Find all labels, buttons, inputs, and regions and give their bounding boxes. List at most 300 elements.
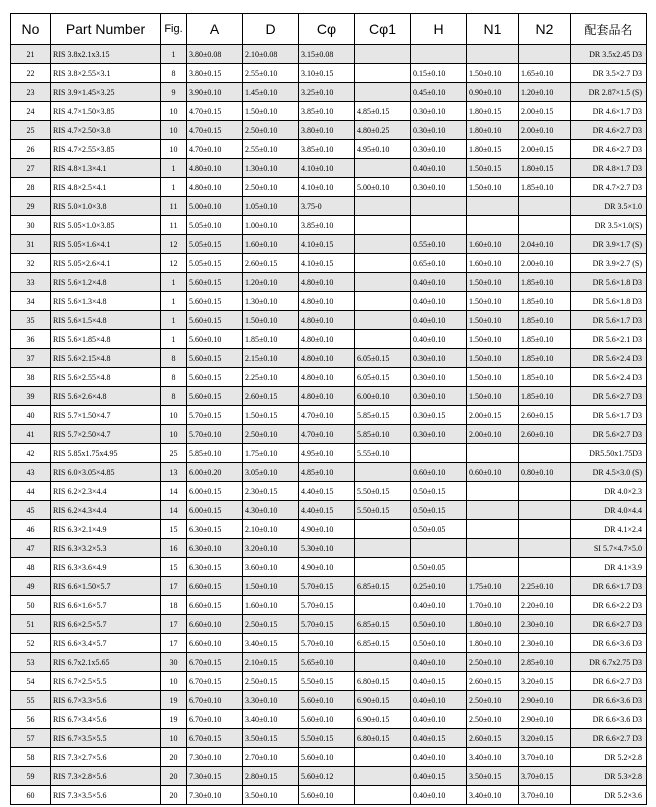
cell-part-number: RIS 6.6×2.5×5.7 (51, 615, 161, 634)
cell-matching-part: DR 5.6×1.8 D3 (571, 273, 647, 292)
cell-part-number: RIS 4.8×2.5×4.1 (51, 178, 161, 197)
cell-d: 2.15±0.10 (243, 349, 299, 368)
cell-c-phi: 3.85±0.10 (299, 140, 355, 159)
cell-c-phi: 5.70±0.15 (299, 615, 355, 634)
cell-n1: 1.50±0.15 (467, 159, 519, 178)
header-a: A (187, 14, 243, 45)
cell-no: 34 (11, 292, 51, 311)
cell-c-phi: 3.85±0.10 (299, 216, 355, 235)
cell-fig: 19 (161, 691, 187, 710)
cell-d: 1.60±0.10 (243, 596, 299, 615)
cell-part-number: RIS 4.7×2.50×3.8 (51, 121, 161, 140)
cell-a: 3.90±0.10 (187, 83, 243, 102)
cell-c-phi1: 6.00±0.10 (355, 387, 411, 406)
cell-n2: 1.20±0.10 (519, 83, 571, 102)
cell-matching-part: DR 6.6×2.2 D3 (571, 596, 647, 615)
table-row (11, 102, 647, 121)
cell-n1: 1.50±0.10 (467, 349, 519, 368)
cell-matching-part: DR 5.6×1.7 D3 (571, 311, 647, 330)
cell-c-phi: 3.25±0.10 (299, 83, 355, 102)
cell-part-number: RIS 6.2×2.3×4.4 (51, 482, 161, 501)
cell-h: 0.45±0.10 (411, 83, 467, 102)
cell-n2 (519, 482, 571, 501)
table-row (11, 121, 647, 140)
cell-d: 2.30±0.15 (243, 482, 299, 501)
cell-no: 60 (11, 786, 51, 805)
cell-part-number: RIS 6.2×4.3×4.4 (51, 501, 161, 520)
cell-a: 6.70±0.15 (187, 729, 243, 748)
cell-c-phi: 5.30±0.10 (299, 539, 355, 558)
cell-fig: 18 (161, 596, 187, 615)
cell-n1: 1.70±0.10 (467, 596, 519, 615)
cell-a: 4.70±0.15 (187, 121, 243, 140)
cell-c-phi1: 6.90±0.15 (355, 710, 411, 729)
cell-part-number: RIS 4.8×1.3×4.1 (51, 159, 161, 178)
cell-n1 (467, 558, 519, 577)
cell-d: 2.50±0.10 (243, 178, 299, 197)
cell-fig: 30 (161, 653, 187, 672)
cell-h: 0.15±0.10 (411, 64, 467, 83)
cell-n1 (467, 197, 519, 216)
cell-n2: 2.00±0.10 (519, 254, 571, 273)
cell-n1: 1.50±0.10 (467, 330, 519, 349)
cell-h: 0.40±0.10 (411, 691, 467, 710)
cell-no: 59 (11, 767, 51, 786)
cell-c-phi1 (355, 64, 411, 83)
cell-part-number: RIS 5.7×2.50×4.7 (51, 425, 161, 444)
table-row (11, 729, 647, 748)
cell-c-phi: 5.70±0.15 (299, 577, 355, 596)
cell-c-phi: 4.80±0.10 (299, 349, 355, 368)
cell-fig: 15 (161, 558, 187, 577)
cell-matching-part: DR 5.6×2.1 D3 (571, 330, 647, 349)
table-row (11, 596, 647, 615)
cell-c-phi: 3.15±0.08 (299, 45, 355, 64)
cell-n1 (467, 482, 519, 501)
cell-d: 3.40±0.10 (243, 710, 299, 729)
cell-part-number: RIS 3.9×1.45×3.25 (51, 83, 161, 102)
cell-c-phi1 (355, 273, 411, 292)
cell-c-phi1: 6.05±0.15 (355, 349, 411, 368)
table-row (11, 520, 647, 539)
cell-part-number: RIS 5.6×2.6×4.8 (51, 387, 161, 406)
cell-d: 1.20±0.10 (243, 273, 299, 292)
cell-n1: 1.80±0.10 (467, 634, 519, 653)
cell-d: 2.10±0.15 (243, 653, 299, 672)
table-row (11, 273, 647, 292)
cell-n2 (519, 197, 571, 216)
cell-part-number: RIS 5.6×1.3×4.8 (51, 292, 161, 311)
table-row (11, 311, 647, 330)
cell-matching-part: DR 6.6×2.7 D3 (571, 672, 647, 691)
cell-fig: 17 (161, 634, 187, 653)
cell-a: 6.00±0.20 (187, 463, 243, 482)
cell-c-phi1: 4.95±0.10 (355, 140, 411, 159)
cell-a: 4.80±0.10 (187, 178, 243, 197)
cell-h: 0.30±0.10 (411, 349, 467, 368)
cell-part-number: RIS 5.85x1.75x4.95 (51, 444, 161, 463)
cell-n1: 0.60±0.10 (467, 463, 519, 482)
cell-n1: 3.40±0.10 (467, 786, 519, 805)
header-part-number: Part Number (51, 14, 161, 45)
cell-d: 2.50±0.15 (243, 615, 299, 634)
cell-part-number: RIS 6.7×3.5×5.5 (51, 729, 161, 748)
table-row (11, 140, 647, 159)
cell-h: 0.40±0.15 (411, 767, 467, 786)
cell-d: 4.30±0.10 (243, 501, 299, 520)
cell-fig: 1 (161, 178, 187, 197)
cell-c-phi1 (355, 311, 411, 330)
cell-c-phi: 5.60±0.10 (299, 748, 355, 767)
cell-h: 0.40±0.10 (411, 292, 467, 311)
cell-a: 4.70±0.15 (187, 102, 243, 121)
cell-n2: 1.85±0.10 (519, 311, 571, 330)
cell-fig: 20 (161, 767, 187, 786)
cell-no: 27 (11, 159, 51, 178)
cell-n1: 1.75±0.10 (467, 577, 519, 596)
cell-part-number: RIS 6.7×3.4×5.6 (51, 710, 161, 729)
cell-n1: 1.80±0.15 (467, 102, 519, 121)
cell-n1 (467, 45, 519, 64)
cell-matching-part: DR 4.6×2.7 D3 (571, 121, 647, 140)
cell-h: 0.40±0.10 (411, 159, 467, 178)
cell-n2: 2.00±0.15 (519, 140, 571, 159)
cell-n2: 2.30±0.10 (519, 615, 571, 634)
cell-a: 5.60±0.15 (187, 273, 243, 292)
cell-c-phi: 4.90±0.10 (299, 558, 355, 577)
cell-n1: 1.60±0.10 (467, 254, 519, 273)
cell-n2: 2.00±0.10 (519, 121, 571, 140)
cell-matching-part: DR 3.9×2.7 (S) (571, 254, 647, 273)
cell-d: 3.50±0.10 (243, 786, 299, 805)
cell-matching-part: DR5.50x1.75D3 (571, 444, 647, 463)
cell-n2: 3.20±0.15 (519, 672, 571, 691)
cell-part-number: RIS 5.05×1.6×4.1 (51, 235, 161, 254)
cell-n2: 2.00±0.15 (519, 102, 571, 121)
cell-h: 0.40±0.10 (411, 596, 467, 615)
cell-no: 56 (11, 710, 51, 729)
cell-fig: 10 (161, 425, 187, 444)
cell-fig: 17 (161, 577, 187, 596)
cell-d: 1.30±0.10 (243, 292, 299, 311)
cell-no: 40 (11, 406, 51, 425)
cell-d: 3.05±0.10 (243, 463, 299, 482)
cell-no: 57 (11, 729, 51, 748)
table-row (11, 425, 647, 444)
cell-a: 7.30±0.10 (187, 786, 243, 805)
cell-a: 5.85±0.10 (187, 444, 243, 463)
cell-n2: 1.80±0.15 (519, 159, 571, 178)
cell-c-phi: 5.65±0.10 (299, 653, 355, 672)
cell-fig: 10 (161, 729, 187, 748)
cell-n2: 2.90±0.10 (519, 691, 571, 710)
cell-part-number: RIS 6.3×3.6×4.9 (51, 558, 161, 577)
cell-part-number: RIS 5.6×2.15×4.8 (51, 349, 161, 368)
cell-h: 0.30±0.10 (411, 387, 467, 406)
cell-h: 0.40±0.10 (411, 311, 467, 330)
cell-n2: 3.70±0.10 (519, 786, 571, 805)
cell-h: 0.30±0.10 (411, 425, 467, 444)
header-no: No (11, 14, 51, 45)
table-row (11, 539, 647, 558)
cell-d: 1.00±0.10 (243, 216, 299, 235)
cell-fig: 10 (161, 102, 187, 121)
cell-no: 47 (11, 539, 51, 558)
cell-d: 2.80±0.15 (243, 767, 299, 786)
cell-fig: 1 (161, 273, 187, 292)
cell-c-phi1: 5.85±0.10 (355, 425, 411, 444)
header-n1: N1 (467, 14, 519, 45)
cell-matching-part: DR 6.7x2.75 D3 (571, 653, 647, 672)
cell-part-number: RIS 6.7×3.3×5.6 (51, 691, 161, 710)
table-row (11, 767, 647, 786)
cell-fig: 8 (161, 349, 187, 368)
cell-fig: 1 (161, 311, 187, 330)
cell-matching-part: DR 5.6×1.8 D3 (571, 292, 647, 311)
cell-n1: 3.40±0.10 (467, 748, 519, 767)
table-row (11, 482, 647, 501)
table-row (11, 653, 647, 672)
cell-h: 0.40±0.10 (411, 330, 467, 349)
cell-c-phi1 (355, 292, 411, 311)
cell-c-phi1 (355, 159, 411, 178)
cell-n2: 1.85±0.10 (519, 292, 571, 311)
cell-c-phi: 4.80±0.10 (299, 368, 355, 387)
cell-c-phi: 4.80±0.10 (299, 311, 355, 330)
cell-n1: 1.50±0.10 (467, 178, 519, 197)
cell-part-number: RIS 6.3×3.2×5.3 (51, 539, 161, 558)
cell-a: 5.60±0.15 (187, 368, 243, 387)
cell-fig: 1 (161, 292, 187, 311)
cell-fig: 20 (161, 786, 187, 805)
cell-a: 5.00±0.10 (187, 197, 243, 216)
cell-n1: 1.50±0.10 (467, 64, 519, 83)
cell-n2: 1.85±0.10 (519, 387, 571, 406)
cell-a: 6.60±0.15 (187, 577, 243, 596)
cell-d: 2.50±0.15 (243, 672, 299, 691)
cell-matching-part: DR 3.5×2.7 D3 (571, 64, 647, 83)
cell-matching-part: DR 3.5×1.0 (571, 197, 647, 216)
part-spec-sheet (10, 13, 647, 805)
cell-n1: 2.60±0.15 (467, 672, 519, 691)
cell-no: 48 (11, 558, 51, 577)
cell-c-phi: 4.40±0.15 (299, 482, 355, 501)
cell-fig: 11 (161, 216, 187, 235)
cell-d: 2.50±0.10 (243, 121, 299, 140)
cell-h: 0.40±0.15 (411, 729, 467, 748)
cell-c-phi: 4.40±0.15 (299, 501, 355, 520)
table-row (11, 463, 647, 482)
cell-part-number: RIS 6.6×1.50×5.7 (51, 577, 161, 596)
cell-part-number: RIS 6.0×3.05×4.85 (51, 463, 161, 482)
cell-no: 46 (11, 520, 51, 539)
cell-d: 2.50±0.10 (243, 425, 299, 444)
cell-no: 44 (11, 482, 51, 501)
cell-n1: 2.00±0.10 (467, 425, 519, 444)
cell-n1: 1.50±0.10 (467, 387, 519, 406)
cell-a: 3.80±0.08 (187, 45, 243, 64)
cell-n2: 1.65±0.10 (519, 64, 571, 83)
cell-d: 1.85±0.10 (243, 330, 299, 349)
cell-matching-part: DR 4.0×2.3 (571, 482, 647, 501)
cell-c-phi1: 5.00±0.10 (355, 178, 411, 197)
cell-c-phi1: 6.05±0.15 (355, 368, 411, 387)
cell-c-phi: 4.10±0.10 (299, 178, 355, 197)
cell-part-number: RIS 6.7x2.1x5.65 (51, 653, 161, 672)
cell-fig: 20 (161, 748, 187, 767)
table-row (11, 368, 647, 387)
cell-fig: 13 (161, 463, 187, 482)
table-row (11, 691, 647, 710)
cell-c-phi1 (355, 83, 411, 102)
cell-fig: 8 (161, 387, 187, 406)
cell-no: 22 (11, 64, 51, 83)
cell-no: 50 (11, 596, 51, 615)
cell-matching-part: DR 6.6×3.6 D3 (571, 710, 647, 729)
cell-matching-part: DR 6.6×2.7 D3 (571, 729, 647, 748)
cell-no: 29 (11, 197, 51, 216)
cell-c-phi: 5.50±0.15 (299, 729, 355, 748)
cell-c-phi1 (355, 254, 411, 273)
cell-part-number: RIS 3.8x2.1x3.15 (51, 45, 161, 64)
header-matching-part: 配套品名 (571, 14, 647, 45)
cell-c-phi1 (355, 197, 411, 216)
cell-h: 0.55±0.10 (411, 235, 467, 254)
cell-matching-part: DR 4.8×1.7 D3 (571, 159, 647, 178)
cell-a: 6.30±0.10 (187, 539, 243, 558)
cell-d: 1.45±0.10 (243, 83, 299, 102)
cell-h: 0.30±0.10 (411, 178, 467, 197)
cell-part-number: RIS 3.8×2.55×3.1 (51, 64, 161, 83)
cell-a: 6.30±0.15 (187, 520, 243, 539)
table-row (11, 577, 647, 596)
cell-c-phi1: 4.85±0.15 (355, 102, 411, 121)
cell-no: 45 (11, 501, 51, 520)
cell-c-phi1 (355, 330, 411, 349)
table-row (11, 254, 647, 273)
cell-fig: 1 (161, 45, 187, 64)
cell-c-phi1: 6.85±0.15 (355, 615, 411, 634)
table-row (11, 159, 647, 178)
cell-n2: 2.30±0.10 (519, 634, 571, 653)
cell-part-number: RIS 5.6×2.55×4.8 (51, 368, 161, 387)
cell-matching-part: DR 5.2×3.6 (571, 786, 647, 805)
cell-fig: 10 (161, 121, 187, 140)
table-row (11, 83, 647, 102)
cell-a: 4.80±0.10 (187, 159, 243, 178)
cell-n1: 2.50±0.10 (467, 691, 519, 710)
cell-n1: 1.80±0.10 (467, 615, 519, 634)
cell-fig: 16 (161, 539, 187, 558)
cell-h: 0.40±0.10 (411, 748, 467, 767)
cell-fig: 9 (161, 83, 187, 102)
cell-h (411, 45, 467, 64)
cell-no: 28 (11, 178, 51, 197)
cell-h (411, 444, 467, 463)
cell-n2 (519, 520, 571, 539)
header-n2: N2 (519, 14, 571, 45)
cell-no: 33 (11, 273, 51, 292)
cell-no: 23 (11, 83, 51, 102)
cell-d: 2.25±0.10 (243, 368, 299, 387)
cell-matching-part: DR 5.3×2.8 (571, 767, 647, 786)
cell-c-phi: 4.80±0.10 (299, 292, 355, 311)
table-row (11, 235, 647, 254)
cell-h (411, 216, 467, 235)
cell-fig: 8 (161, 64, 187, 83)
cell-a: 5.05±0.15 (187, 254, 243, 273)
cell-matching-part: DR 4.1×3.9 (571, 558, 647, 577)
cell-c-phi: 4.10±0.15 (299, 235, 355, 254)
cell-fig: 8 (161, 368, 187, 387)
cell-c-phi1 (355, 767, 411, 786)
cell-no: 53 (11, 653, 51, 672)
cell-h: 0.30±0.10 (411, 121, 467, 140)
cell-a: 6.70±0.10 (187, 691, 243, 710)
cell-d: 1.50±0.10 (243, 577, 299, 596)
table-row (11, 672, 647, 691)
cell-h: 0.65±0.10 (411, 254, 467, 273)
table-row (11, 330, 647, 349)
cell-h: 0.40±0.10 (411, 786, 467, 805)
cell-part-number: RIS 5.6×1.5×4.8 (51, 311, 161, 330)
cell-no: 25 (11, 121, 51, 140)
cell-h: 0.30±0.10 (411, 140, 467, 159)
cell-d: 1.05±0.10 (243, 197, 299, 216)
cell-c-phi: 4.80±0.10 (299, 273, 355, 292)
cell-a: 7.30±0.15 (187, 767, 243, 786)
cell-fig: 10 (161, 140, 187, 159)
table-row (11, 558, 647, 577)
cell-c-phi1: 6.80±0.15 (355, 672, 411, 691)
cell-no: 39 (11, 387, 51, 406)
cell-no: 54 (11, 672, 51, 691)
cell-h: 0.25±0.10 (411, 577, 467, 596)
cell-fig: 10 (161, 672, 187, 691)
cell-d: 3.20±0.10 (243, 539, 299, 558)
cell-matching-part: DR 5.2×2.8 (571, 748, 647, 767)
cell-n2: 2.25±0.10 (519, 577, 571, 596)
cell-fig: 15 (161, 520, 187, 539)
cell-d: 2.70±0.10 (243, 748, 299, 767)
cell-d: 1.75±0.10 (243, 444, 299, 463)
cell-matching-part: DR 4.0×4.4 (571, 501, 647, 520)
cell-no: 30 (11, 216, 51, 235)
cell-matching-part: DR 3.5×1.0(S) (571, 216, 647, 235)
cell-matching-part: DR 6.6×3.6 D3 (571, 634, 647, 653)
cell-d: 1.50±0.15 (243, 406, 299, 425)
header-row (11, 14, 647, 45)
cell-c-phi1 (355, 520, 411, 539)
cell-d: 3.40±0.15 (243, 634, 299, 653)
cell-d: 1.50±0.10 (243, 311, 299, 330)
cell-matching-part: DR 6.6×3.6 D3 (571, 691, 647, 710)
cell-n2 (519, 45, 571, 64)
cell-no: 36 (11, 330, 51, 349)
cell-no: 58 (11, 748, 51, 767)
table-row (11, 501, 647, 520)
cell-a: 5.60±0.10 (187, 330, 243, 349)
cell-d: 1.50±0.10 (243, 102, 299, 121)
cell-part-number: RIS 5.05×2.6×4.1 (51, 254, 161, 273)
cell-no: 38 (11, 368, 51, 387)
cell-n2 (519, 558, 571, 577)
cell-a: 6.00±0.15 (187, 482, 243, 501)
cell-c-phi1: 6.85±0.15 (355, 634, 411, 653)
cell-a: 5.60±0.15 (187, 311, 243, 330)
cell-part-number: RIS 6.3×2.1×4.9 (51, 520, 161, 539)
cell-fig: 14 (161, 501, 187, 520)
